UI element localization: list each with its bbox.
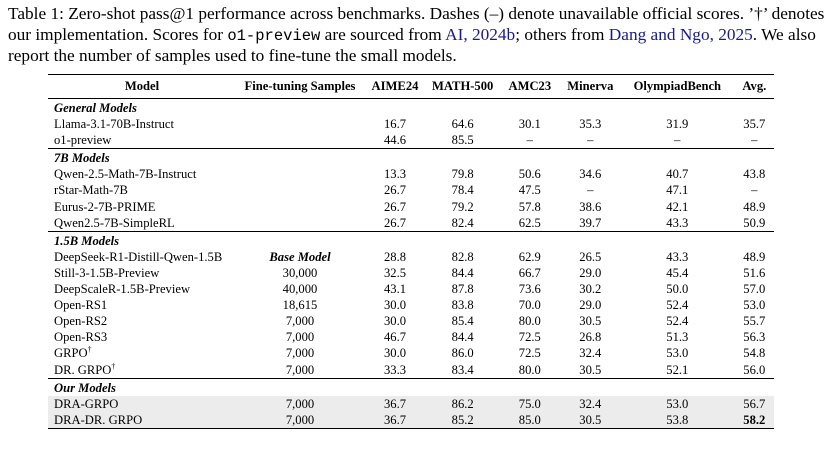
olymp-cell: 43.3 [666, 215, 689, 230]
avg-cell: 55.7 [743, 314, 766, 329]
amc-cell: 73.6 [518, 282, 541, 297]
olymp-cell: 51.3 [666, 330, 689, 345]
table-row [48, 297, 774, 313]
model-name: Open-RS3 [54, 330, 108, 345]
model-name: Still-3-1.5B-Preview [54, 265, 160, 280]
aime-cell: 26.7 [383, 215, 407, 230]
samples-cell: 7,000 [285, 330, 315, 345]
section-title: 1.5B Models [48, 231, 774, 249]
header-fine-tuning-samples: Fine-tuning Samples [236, 75, 364, 99]
model-name-cell [48, 215, 236, 232]
olymp-cell: 31.9 [666, 117, 689, 132]
aime-cell: 36.7 [364, 396, 426, 412]
math-cell: 79.2 [451, 199, 474, 214]
minerva-cell: 38.6 [579, 199, 602, 214]
model-name-cell [48, 412, 236, 429]
model-name-cell [48, 249, 236, 265]
math-cell: 78.4 [451, 183, 474, 198]
header-model: Model [48, 75, 236, 99]
avg-cell: 48.9 [743, 249, 766, 264]
samples-cell [236, 132, 364, 149]
results-table [48, 74, 774, 429]
amc-cell: 85.0 [499, 412, 560, 429]
samples-cell: 40,000 [282, 282, 318, 297]
table-row [48, 116, 774, 132]
model-name-cell [48, 199, 236, 215]
table-row [48, 362, 774, 379]
section-header-row [48, 99, 774, 117]
table-row [48, 182, 774, 198]
samples-cell: 7,000 [285, 362, 315, 377]
citation-link-ai-2024b[interactable]: AI, 2024b [445, 24, 516, 44]
aime-cell: 16.7 [383, 117, 407, 132]
math-cell: 83.4 [451, 362, 474, 377]
aime-cell: 30.0 [383, 314, 407, 329]
olymp-cell: 50.0 [666, 282, 689, 297]
amc-cell: 57.8 [518, 199, 541, 214]
model-name-cell [48, 182, 236, 198]
model-name-cell [48, 396, 236, 412]
olymp-cell: 52.4 [666, 314, 689, 329]
model-name-cell [48, 281, 236, 297]
minerva-cell: 30.5 [579, 362, 602, 377]
avg-cell: 43.8 [743, 167, 766, 182]
aime-cell: 46.7 [383, 330, 407, 345]
table-row [48, 215, 774, 232]
table-row [48, 396, 774, 412]
samples-cell [236, 199, 364, 215]
amc-cell: 66.7 [518, 265, 541, 280]
aime-cell: 32.5 [383, 265, 407, 280]
model-name-cell [48, 116, 236, 132]
table-row [48, 132, 774, 149]
model-name-cell [48, 329, 236, 345]
model-name: Open-RS2 [54, 314, 108, 329]
model-name-cell [48, 166, 236, 182]
model-name: Llama-3.1-70B-Instruct [54, 117, 174, 132]
avg-cell: 56.7 [734, 396, 774, 412]
model-name-cell [48, 297, 236, 313]
math-cell: 84.4 [451, 330, 474, 345]
minerva-cell: 30.5 [579, 314, 602, 329]
amc-cell: 30.1 [518, 117, 541, 132]
caption-text-2: are sourced from [320, 24, 446, 44]
model-name-cell [48, 345, 236, 361]
model-name: Qwen2.5-7B-SimpleRL [54, 215, 175, 230]
math-cell: 85.5 [451, 133, 474, 148]
minerva-cell: 26.8 [579, 330, 602, 345]
table-header-row [48, 75, 774, 99]
olymp-cell: 40.7 [666, 167, 689, 182]
amc-cell: 75.0 [499, 396, 560, 412]
samples-cell [236, 116, 364, 132]
minerva-cell: 34.6 [579, 167, 602, 182]
olymp-cell: 45.4 [666, 265, 689, 280]
math-cell: 85.2 [426, 412, 499, 429]
samples-cell: Base Model [269, 249, 331, 264]
amc-cell: 72.5 [518, 346, 541, 361]
model-name: Eurus-2-7B-PRIME [54, 199, 156, 214]
section-header-row [48, 378, 774, 396]
samples-cell: 7,000 [285, 314, 315, 329]
caption-code-o1-preview: o1-preview [227, 26, 321, 45]
samples-cell: 7,000 [285, 346, 315, 361]
citation-link-dang-ngo-2025[interactable]: Dang and Ngo, 2025 [608, 24, 753, 44]
math-cell: 86.2 [426, 396, 499, 412]
caption-text-1: Table 1: Zero-shot pass@1 performance across benchmarks. Dashes (–) denote unavailable official scores. ’†’ denotes our implementation. Scores for [8, 4, 825, 44]
math-cell: 64.6 [451, 117, 474, 132]
model-name-cell [48, 362, 236, 379]
avg-cell: – [751, 133, 758, 148]
model-name: DRA-DR. GRPO [54, 412, 143, 427]
math-cell: 82.8 [451, 249, 474, 264]
aime-cell: 44.6 [383, 133, 407, 148]
avg-cell: 54.8 [743, 346, 766, 361]
aime-cell: 28.8 [383, 249, 407, 264]
samples-cell: 18,615 [282, 298, 318, 313]
minerva-cell: 26.5 [579, 249, 602, 264]
minerva-cell: 32.4 [560, 396, 620, 412]
avg-cell: 48.9 [743, 199, 766, 214]
model-name: DeepScaleR-1.5B-Preview [54, 282, 191, 297]
model-name: DRA-GRPO [54, 396, 119, 411]
table-row [48, 166, 774, 182]
samples-cell: 30,000 [282, 265, 318, 280]
avg-cell: 51.6 [743, 265, 766, 280]
caption-text-3: ; others from [515, 24, 609, 44]
amc-cell: 70.0 [518, 298, 541, 313]
amc-cell: 80.0 [518, 314, 541, 329]
avg-cell: 56.3 [743, 330, 766, 345]
model-name: Open-RS1 [54, 298, 108, 313]
header-aime24: AIME24 [364, 75, 426, 99]
olymp-cell: 52.4 [666, 298, 689, 313]
aime-cell: 26.7 [383, 199, 407, 214]
table-row [48, 199, 774, 215]
header-avg: Avg. [734, 75, 774, 99]
amc-cell: 80.0 [518, 362, 541, 377]
avg-cell: 50.9 [743, 215, 766, 230]
minerva-cell: 35.3 [579, 117, 602, 132]
math-cell: 87.8 [451, 282, 474, 297]
model-name-cell [48, 265, 236, 281]
olymp-cell: 42.1 [666, 199, 689, 214]
amc-cell: 47.5 [518, 183, 541, 198]
avg-cell: 53.0 [743, 298, 766, 313]
olymp-cell: 53.0 [666, 346, 689, 361]
minerva-cell: – [587, 133, 594, 148]
samples-cell: 7,000 [236, 396, 364, 412]
table-row [48, 265, 774, 281]
model-name: rStar-Math-7B [54, 183, 128, 198]
section-header-row [48, 231, 774, 249]
table-body [48, 99, 774, 429]
aime-cell: 33.3 [383, 362, 407, 377]
model-name: o1-preview [54, 133, 112, 148]
header-amc23: AMC23 [499, 75, 560, 99]
aime-cell: 13.3 [383, 167, 407, 182]
olymp-cell: – [674, 133, 681, 148]
model-name: DR. GRPO [54, 362, 112, 377]
table-row [48, 249, 774, 265]
math-cell: 79.8 [451, 167, 474, 182]
section-title: Our Models [48, 378, 774, 396]
minerva-cell: 32.4 [579, 346, 602, 361]
dagger-mark: † [87, 345, 92, 355]
header-minerva: Minerva [560, 75, 620, 99]
table-caption [8, 4, 830, 67]
table-row [48, 412, 774, 429]
olymp-cell: 43.3 [666, 249, 689, 264]
minerva-cell: 29.0 [579, 298, 602, 313]
avg-cell: 58.2 [734, 412, 774, 429]
samples-cell: 7,000 [236, 412, 364, 429]
model-name-cell [48, 313, 236, 329]
math-cell: 84.4 [451, 265, 474, 280]
math-cell: 82.4 [451, 215, 474, 230]
math-cell: 85.4 [451, 314, 474, 329]
olymp-cell: 52.1 [666, 362, 689, 377]
model-name: GRPO [54, 346, 88, 361]
table-row [48, 313, 774, 329]
aime-cell: 30.0 [383, 346, 407, 361]
dagger-mark: † [111, 361, 116, 371]
model-name: DeepSeek-R1-Distill-Qwen-1.5B [54, 249, 223, 264]
olymp-cell: 47.1 [666, 183, 689, 198]
minerva-cell: 30.5 [560, 412, 620, 429]
amc-cell: 62.5 [518, 215, 541, 230]
aime-cell: 30.0 [383, 298, 407, 313]
caption-text-4: . We also report the number of samples used to fine-tune the small models. [8, 24, 816, 65]
amc-cell: 62.9 [518, 249, 541, 264]
avg-cell: 35.7 [743, 117, 766, 132]
minerva-cell: 29.0 [579, 265, 602, 280]
table-row [48, 281, 774, 297]
samples-cell [236, 182, 364, 198]
section-header-row [48, 149, 774, 167]
samples-cell [236, 215, 364, 232]
avg-cell: 57.0 [743, 282, 766, 297]
table-row [48, 329, 774, 345]
aime-cell: 36.7 [364, 412, 426, 429]
aime-cell: 43.1 [383, 282, 407, 297]
avg-cell: – [751, 183, 758, 198]
olymp-cell: 53.8 [620, 412, 734, 429]
math-cell: 86.0 [451, 346, 474, 361]
avg-cell: 56.0 [743, 362, 766, 377]
section-title: 7B Models [48, 149, 774, 167]
math-cell: 83.8 [451, 298, 474, 313]
minerva-cell: – [587, 183, 594, 198]
amc-cell: – [526, 133, 533, 148]
model-name-cell [48, 132, 236, 149]
amc-cell: 72.5 [518, 330, 541, 345]
olymp-cell: 53.0 [620, 396, 734, 412]
table-row [48, 345, 774, 361]
model-name: Qwen-2.5-Math-7B-Instruct [54, 167, 197, 182]
header-math-500: MATH-500 [426, 75, 499, 99]
header-olympiadbench: OlympiadBench [620, 75, 734, 99]
amc-cell: 50.6 [518, 167, 541, 182]
minerva-cell: 30.2 [579, 282, 602, 297]
samples-cell [236, 166, 364, 182]
section-title: General Models [54, 101, 137, 115]
minerva-cell: 39.7 [579, 215, 602, 230]
aime-cell: 26.7 [383, 183, 407, 198]
